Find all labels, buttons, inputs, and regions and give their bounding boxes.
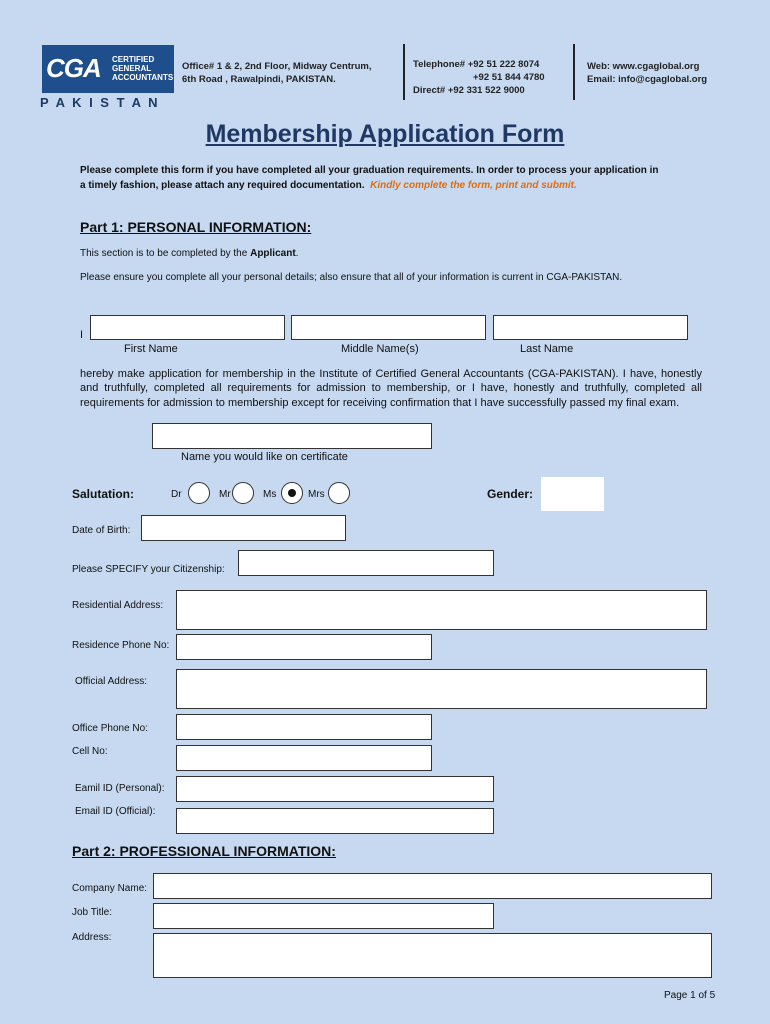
citizenship-input[interactable]: [238, 550, 494, 576]
first-name-label: First Name: [124, 343, 178, 355]
cga-logo: [42, 45, 174, 93]
middle-name-label: Middle Name(s): [341, 343, 419, 355]
residential-address-input[interactable]: [176, 590, 707, 630]
salutation-dr-radio[interactable]: [188, 482, 210, 504]
company-address-input[interactable]: [153, 933, 712, 978]
email-official-label: Email ID (Official):: [75, 806, 156, 817]
dob-input[interactable]: [141, 515, 346, 541]
header-address-line-2: 6th Road , Rawalpindi, PAKISTAN.: [182, 74, 336, 85]
intro-line-2-text: a timely fashion, please attach any required documentation.: [80, 180, 365, 191]
part1-heading: Part 1: PERSONAL INFORMATION:: [80, 219, 312, 235]
last-name-input[interactable]: [493, 315, 688, 340]
page-number: Page 1 of 5: [664, 990, 716, 1001]
declaration-text: hereby make application for membership in the Institute of Certified General Accountants (CGA-PAKISTAN). I have, honestly and truthfully, completed all requirements for admission to membership, or I have, honestly and truthfully, completed all requirements for admission to membership except for receiving confirmation that I have successfully passed my final exam.: [80, 368, 702, 409]
applicant-word: Applicant: [250, 248, 296, 259]
salutation-mrs-radio[interactable]: [328, 482, 350, 504]
part2-heading: Part 2: PROFESSIONAL INFORMATION:: [72, 843, 336, 859]
header-divider-2: [573, 44, 575, 100]
salutation-option-mrs-label: Mrs: [308, 489, 325, 500]
intro-note: Kindly complete the form, print and submit.: [370, 180, 577, 191]
ensure-text: Please ensure you complete all your personal details; also ensure that all of your information is current in CGA-PAKISTAN.: [80, 272, 623, 283]
job-title-input[interactable]: [153, 903, 494, 929]
cell-input[interactable]: [176, 745, 432, 771]
email-personal-label: Eamil ID (Personal):: [75, 783, 165, 794]
radio-selected-dot: [288, 489, 296, 497]
official-address-input[interactable]: [176, 669, 707, 709]
middle-name-input[interactable]: [291, 315, 486, 340]
job-title-label: Job Title:: [72, 907, 113, 918]
cell-label: Cell No:: [72, 746, 108, 757]
logo-line-2: GENERAL: [112, 64, 152, 73]
residence-phone-input[interactable]: [176, 634, 432, 660]
last-name-label: Last Name: [520, 343, 574, 355]
residence-phone-label: Residence Phone No:: [72, 640, 170, 651]
salutation-ms-radio[interactable]: [281, 482, 303, 504]
logo-country: P A K I S T A N: [40, 95, 160, 110]
email-official-input[interactable]: [176, 808, 494, 834]
header-phone-line-3: Direct# +92 331 522 9000: [413, 85, 525, 96]
residential-address-label: Residential Address:: [72, 600, 164, 611]
company-name-label: Company Name:: [72, 883, 148, 894]
dob-label: Date of Birth:: [72, 525, 131, 536]
header-phone-line-1: Telephone# +92 51 222 8074: [413, 59, 540, 70]
intro-line-2: [80, 180, 577, 191]
certificate-name-input[interactable]: [152, 423, 432, 449]
logo-line-1: CERTIFIED: [112, 55, 155, 64]
email-personal-input[interactable]: [176, 776, 494, 802]
certificate-name-label: Name you would like on certificate: [181, 451, 348, 463]
office-phone-label: Office Phone No:: [72, 723, 148, 734]
header-phone-line-2: +92 51 844 4780: [473, 72, 545, 83]
salutation-option-ms-label: Ms: [263, 489, 277, 500]
i-label: I: [80, 329, 84, 341]
office-phone-input[interactable]: [176, 714, 432, 740]
gender-select[interactable]: [541, 477, 604, 511]
page-title: Membership Application Form: [205, 120, 565, 148]
logo-cga-text: CGA: [46, 53, 101, 83]
applicant-prefix: This section is to be completed by the: [80, 248, 248, 259]
header-divider-1: [403, 44, 405, 100]
company-address-label: Address:: [72, 932, 112, 943]
salutation-option-dr-label: Dr: [171, 489, 182, 500]
salutation-label: Salutation:: [72, 487, 134, 501]
citizenship-label: Please SPECIFY your Citizenship:: [72, 564, 225, 575]
applicant-suffix: .: [295, 248, 299, 259]
salutation-option-mr-label: Mr: [219, 489, 231, 500]
header-address-line-1: Office# 1 & 2, 2nd Floor, Midway Centrum,: [182, 61, 372, 72]
salutation-mr-radio[interactable]: [232, 482, 254, 504]
intro-line-1: Please complete this form if you have completed all your graduation requirements. In order to process your application in: [80, 165, 659, 176]
gender-label: Gender:: [487, 487, 534, 501]
header-web: Web: www.cgaglobal.org: [587, 61, 700, 72]
header-email: Email: info@cgaglobal.org: [587, 74, 708, 85]
logo-line-3: ACCOUNTANTS: [112, 73, 174, 82]
official-address-label: Official Address:: [75, 676, 148, 687]
company-name-input[interactable]: [153, 873, 712, 899]
applicant-note: [80, 248, 298, 259]
first-name-input[interactable]: [90, 315, 285, 340]
